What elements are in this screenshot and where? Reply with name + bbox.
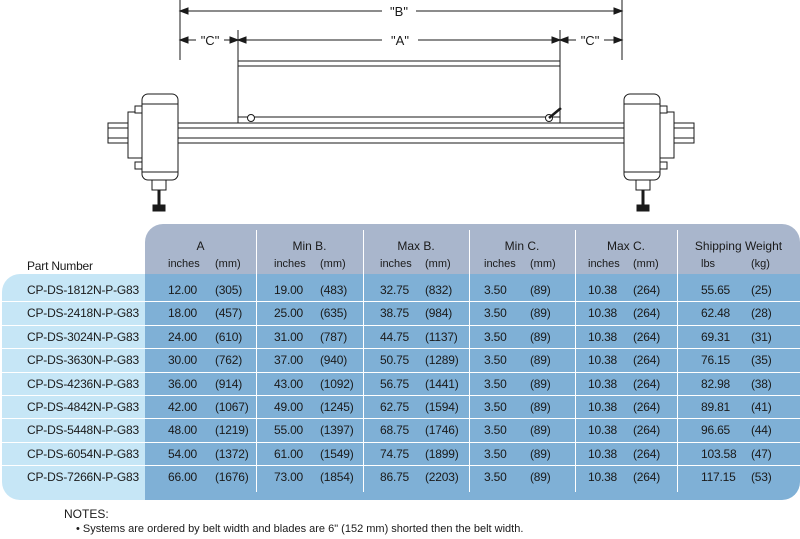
column-unit: (mm) — [530, 258, 556, 270]
value-cell: 56.75 — [380, 376, 410, 391]
value-cell: 82.98 — [701, 376, 731, 391]
value-cell: 44.75 — [380, 329, 410, 344]
value-cell: (984) — [425, 306, 453, 321]
column-unit: inches — [484, 258, 516, 270]
value-cell: (1092) — [320, 376, 354, 391]
notes-heading: NOTES: — [64, 507, 109, 521]
value-cell: (264) — [633, 283, 661, 297]
value-cell: 55.65 — [701, 283, 731, 297]
table-row — [0, 326, 800, 349]
table-row — [0, 443, 800, 466]
value-cell: (1676) — [215, 470, 249, 485]
part-number-cell: CP-DS-2418N-P-G83 — [27, 306, 139, 321]
value-cell: (940) — [320, 353, 348, 368]
value-cell: 54.00 — [168, 446, 198, 461]
value-cell: (89) — [530, 283, 551, 297]
value-cell: 10.38 — [588, 329, 618, 344]
value-cell: 10.38 — [588, 400, 618, 414]
value-cell: 3.50 — [484, 423, 507, 438]
value-cell: 43.00 — [274, 376, 304, 391]
dim-c-left-label: "C" — [200, 33, 220, 48]
value-cell: (89) — [530, 306, 551, 321]
value-cell: 76.15 — [701, 353, 731, 368]
value-cell: (1137) — [425, 329, 458, 344]
part-number-cell: CP-DS-6054N-P-G83 — [27, 446, 139, 461]
column-title: Max B. — [397, 239, 435, 253]
value-cell: (89) — [530, 423, 551, 438]
spec-table — [0, 224, 800, 500]
value-cell: 50.75 — [380, 353, 410, 368]
value-cell: (264) — [633, 353, 661, 368]
value-cell: (89) — [530, 353, 551, 368]
value-cell: (457) — [215, 306, 243, 321]
value-cell: (264) — [633, 400, 661, 414]
value-cell: (41) — [751, 400, 772, 414]
value-cell: (1441) — [425, 376, 459, 391]
notes — [64, 507, 523, 537]
value-cell: (264) — [633, 306, 661, 321]
table-row — [0, 279, 800, 302]
value-cell: (1854) — [320, 470, 354, 485]
value-cell: 86.75 — [380, 470, 410, 485]
column-unit: (kg) — [751, 258, 770, 270]
value-cell: 31.00 — [274, 329, 304, 344]
value-cell: 38.75 — [380, 306, 410, 321]
value-cell: 10.38 — [588, 423, 618, 438]
value-cell: (47) — [751, 446, 772, 461]
value-cell: 74.75 — [380, 446, 410, 461]
value-cell: 19.00 — [274, 283, 304, 297]
column-unit: (mm) — [425, 258, 451, 270]
value-cell: (89) — [530, 376, 551, 391]
value-cell: (89) — [530, 400, 551, 414]
value-cell: 68.75 — [380, 423, 410, 438]
value-cell: 3.50 — [484, 446, 507, 461]
part-number-cell: CP-DS-3024N-P-G83 — [27, 329, 139, 344]
dim-c-right-label: "C" — [580, 33, 600, 48]
value-cell: (89) — [530, 446, 551, 461]
value-cell: 62.75 — [380, 400, 410, 414]
value-cell: 66.00 — [168, 470, 198, 485]
part-number-cell: CP-DS-4842N-P-G83 — [27, 400, 139, 414]
column-title: Min C. — [504, 239, 540, 253]
note-item: • Systems are ordered by belt width and blades are 6" (152 mm) shorted then the belt width. — [76, 523, 524, 535]
part-number-cell: CP-DS-5448N-P-G83 — [27, 423, 139, 438]
value-cell: (44) — [751, 423, 772, 438]
value-cell: 12.00 — [168, 283, 198, 297]
value-cell: 89.81 — [701, 400, 731, 414]
dim-a-label: "A" — [391, 33, 409, 48]
value-cell: (1245) — [320, 400, 354, 414]
value-cell: 42.00 — [168, 400, 198, 414]
column-unit: inches — [274, 258, 306, 270]
value-cell: (264) — [633, 423, 661, 438]
value-cell: 3.50 — [484, 353, 507, 368]
value-cell: (787) — [320, 329, 348, 344]
value-cell: (264) — [633, 446, 661, 461]
value-cell: (483) — [320, 283, 348, 297]
value-cell: 18.00 — [168, 306, 198, 321]
value-cell: (89) — [530, 470, 551, 485]
value-cell: (35) — [751, 353, 772, 368]
column-title: Max C. — [606, 239, 645, 253]
value-cell: 103.58 — [701, 446, 737, 461]
value-cell: (762) — [215, 353, 243, 368]
value-cell: 96.65 — [701, 423, 731, 438]
value-cell: 3.50 — [484, 306, 507, 321]
value-cell: 48.00 — [168, 423, 198, 438]
value-cell: 61.00 — [274, 446, 304, 461]
value-cell: 24.00 — [168, 329, 198, 344]
table-row — [0, 373, 800, 396]
value-cell: 55.00 — [274, 423, 304, 438]
value-cell: (610) — [215, 329, 243, 344]
value-cell: (2203) — [425, 470, 459, 485]
value-cell: 32.75 — [380, 283, 410, 297]
value-cell: 3.50 — [484, 283, 507, 297]
table-row — [0, 349, 800, 372]
value-cell: (1594) — [425, 400, 459, 414]
value-cell: (832) — [425, 283, 453, 297]
value-cell: 3.50 — [484, 470, 507, 485]
value-cell: (1372) — [215, 446, 249, 461]
value-cell: (305) — [215, 283, 243, 297]
value-cell: (264) — [633, 376, 661, 391]
value-cell: (1549) — [320, 446, 354, 461]
value-cell: (31) — [751, 329, 772, 344]
column-title: Min B. — [292, 239, 327, 253]
value-cell: 30.00 — [168, 353, 198, 368]
part-number-header: Part Number — [27, 259, 93, 273]
value-cell: 3.50 — [484, 376, 507, 391]
value-cell: 117.15 — [701, 470, 736, 485]
value-cell: (264) — [633, 470, 661, 485]
value-cell: 25.00 — [274, 306, 304, 321]
column-unit: (mm) — [633, 258, 659, 270]
column-unit: lbs — [701, 258, 716, 270]
value-cell: (1289) — [425, 353, 459, 368]
part-number-cell: CP-DS-1812N-P-G83 — [27, 283, 139, 297]
value-cell: 3.50 — [484, 329, 507, 344]
column-unit: (mm) — [215, 258, 241, 270]
table-row — [0, 419, 800, 442]
value-cell: 69.31 — [701, 329, 731, 344]
column-unit: inches — [380, 258, 412, 270]
value-cell: (1899) — [425, 446, 459, 461]
value-cell: (25) — [751, 283, 772, 297]
value-cell: (1746) — [425, 423, 459, 438]
value-cell: (914) — [215, 376, 243, 391]
value-cell: 10.38 — [588, 376, 618, 391]
part-number-cell: CP-DS-3630N-P-G83 — [27, 353, 139, 368]
value-cell: (264) — [633, 329, 661, 344]
table-row — [0, 466, 800, 489]
part-number-cell: CP-DS-7266N-P-G83 — [27, 470, 139, 485]
value-cell: 37.00 — [274, 353, 304, 368]
column-title: Shipping Weight — [694, 239, 783, 253]
column-title: A — [196, 239, 205, 253]
value-cell: 3.50 — [484, 400, 507, 414]
value-cell: 36.00 — [168, 376, 198, 391]
value-cell: 10.38 — [588, 353, 618, 368]
value-cell: 10.38 — [588, 306, 618, 321]
value-cell: (635) — [320, 306, 348, 321]
value-cell: 73.00 — [274, 470, 304, 485]
value-cell: (28) — [751, 306, 772, 321]
value-cell: (53) — [751, 470, 772, 485]
dim-b-label: "B" — [390, 4, 408, 19]
value-cell: 10.38 — [588, 470, 618, 485]
value-cell: (1219) — [215, 423, 249, 438]
value-cell: 49.00 — [274, 400, 304, 414]
column-unit: (mm) — [320, 258, 346, 270]
value-cell: 10.38 — [588, 446, 618, 461]
column-unit: inches — [588, 258, 620, 270]
table-row — [0, 302, 800, 325]
table-row — [0, 396, 800, 419]
value-cell: 62.48 — [701, 306, 731, 321]
value-cell: (1397) — [320, 423, 354, 438]
part-number-cell: CP-DS-4236N-P-G83 — [27, 376, 139, 391]
value-cell: (1067) — [215, 400, 249, 414]
value-cell: (38) — [751, 376, 772, 391]
column-unit: inches — [168, 258, 200, 270]
value-cell: 10.38 — [588, 283, 618, 297]
cleaner-assembly-drawing — [0, 0, 800, 225]
value-cell: (89) — [530, 329, 551, 344]
